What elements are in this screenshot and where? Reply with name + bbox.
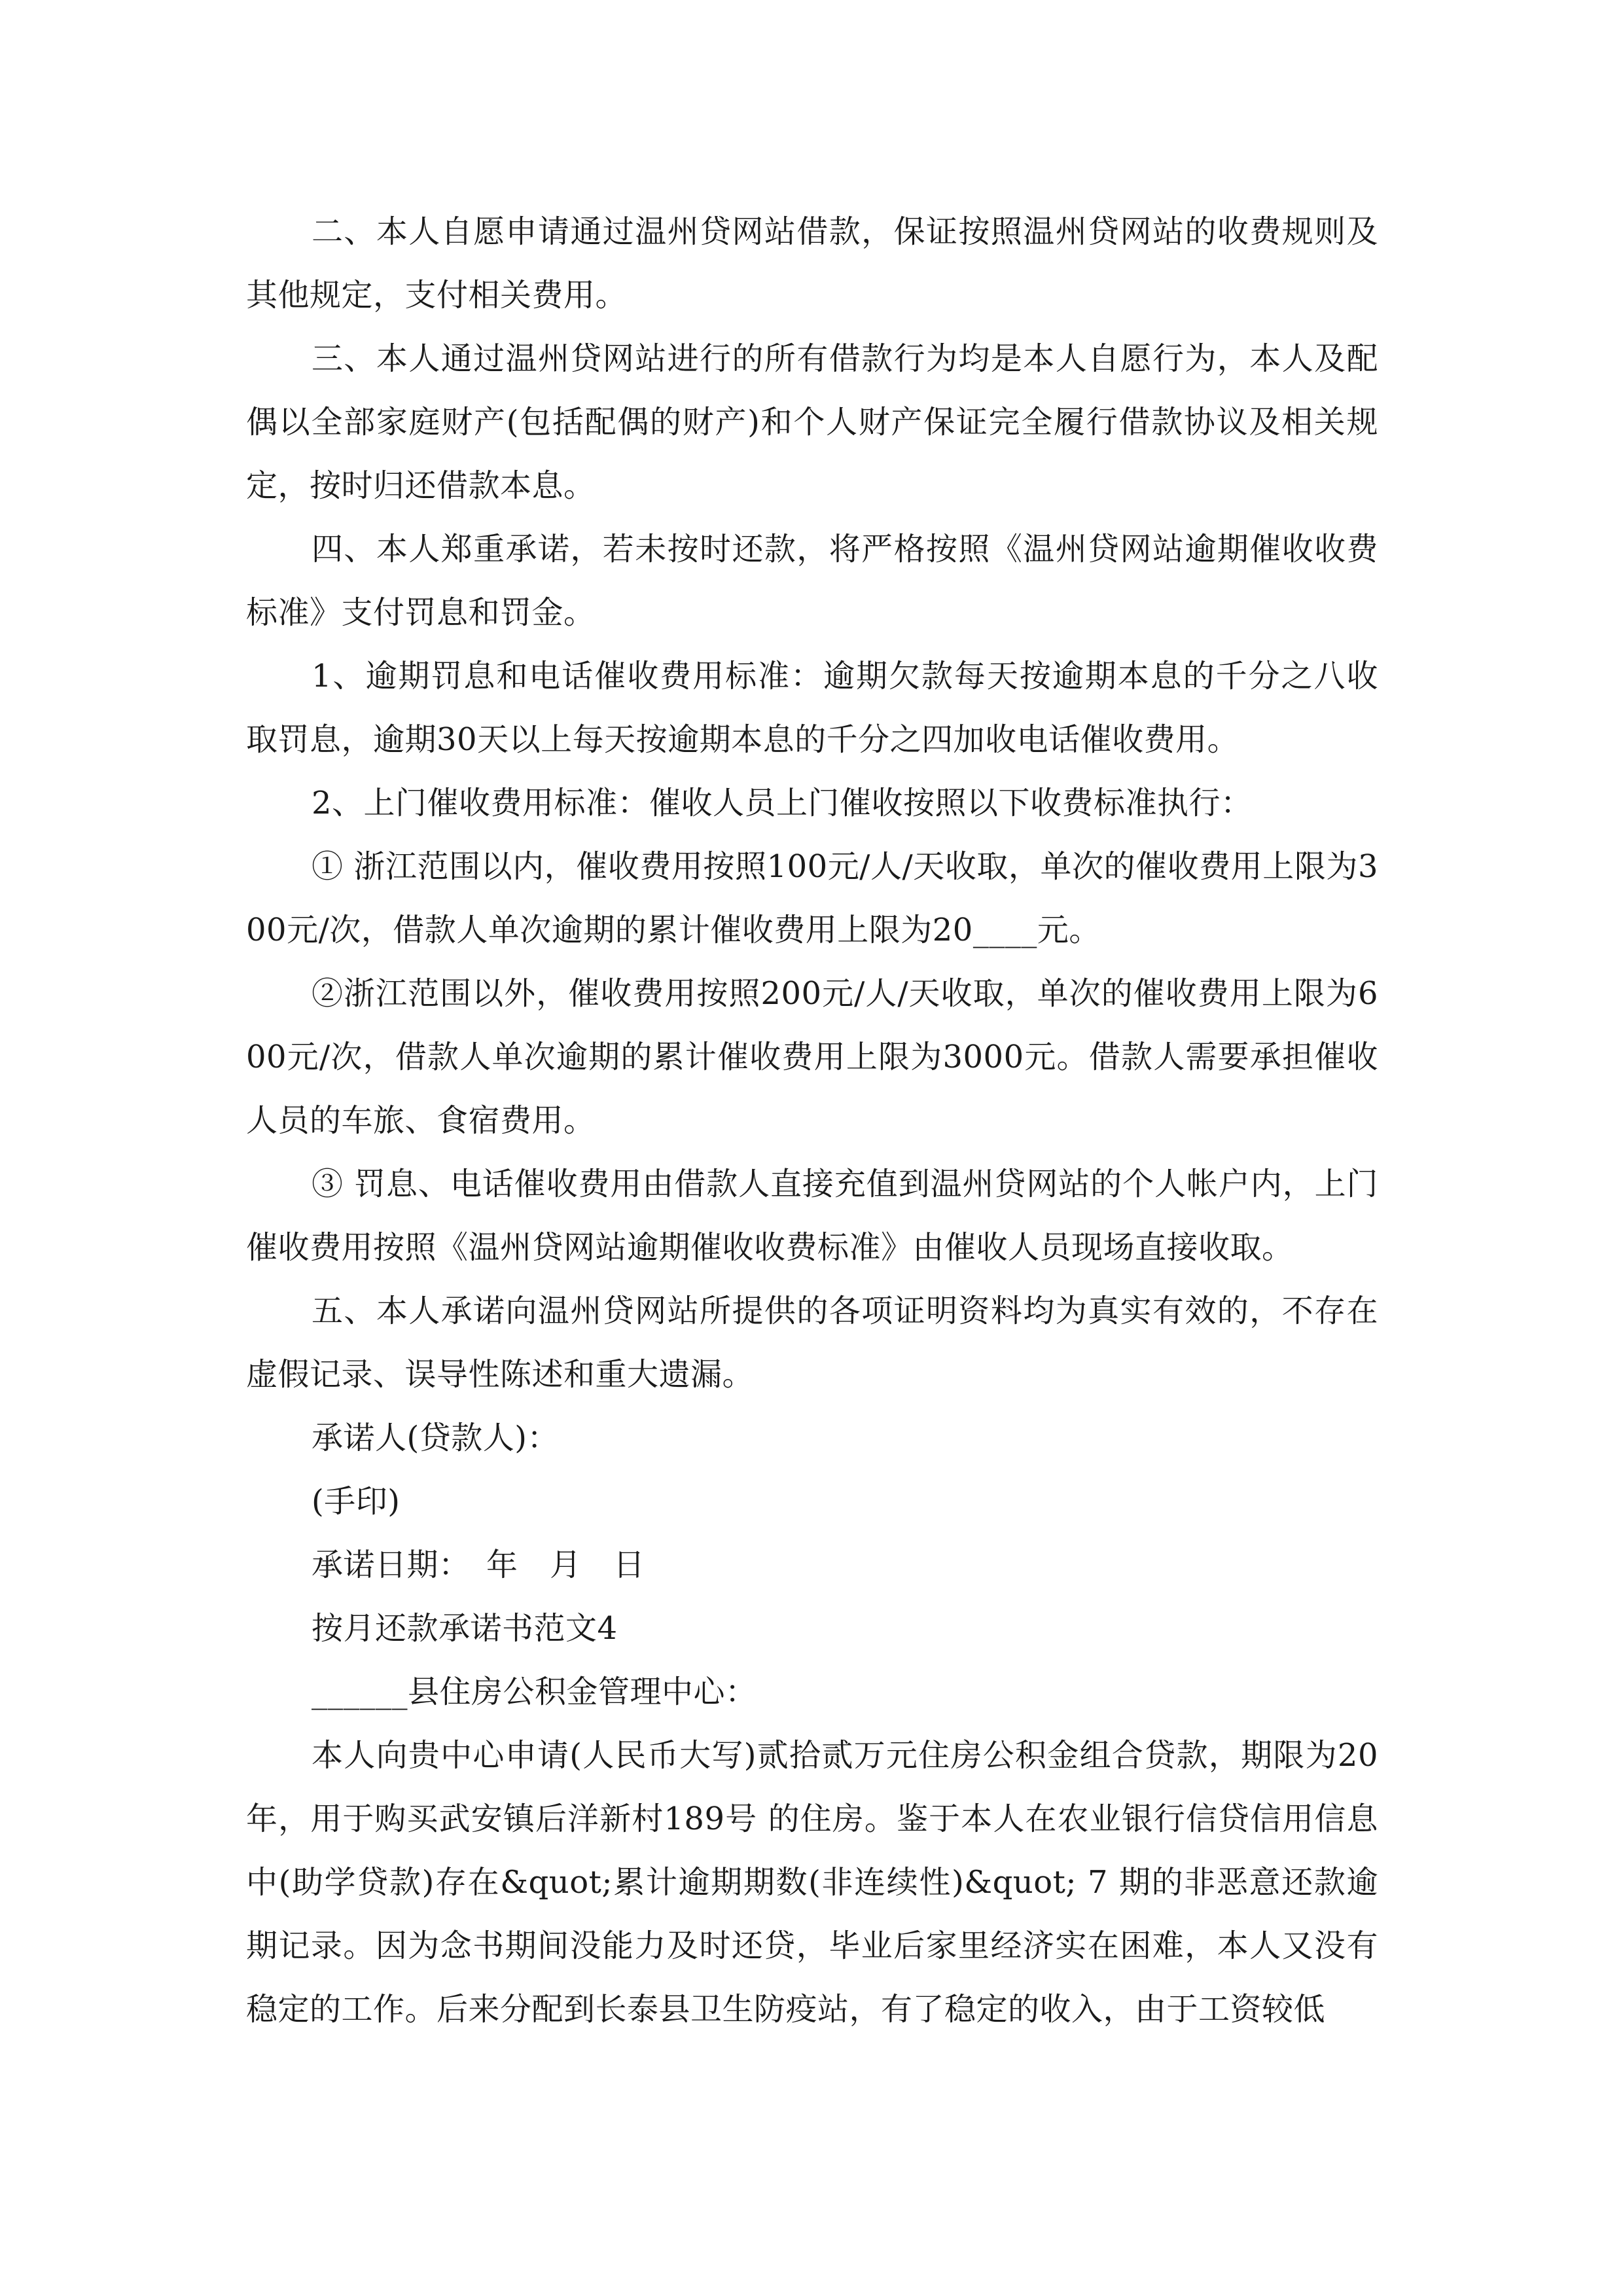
date-line: 承诺日期： 年 月 日 — [312, 1547, 645, 1583]
penalty-standard-1: 1、逾期罚息和电话催收费用标准：逾期欠款每天按逾期本息的千分之八收取罚息，逾期30天以上每天按逾期本息的千分之四加收电话催收费用。 — [246, 658, 1378, 758]
signer-line: 承诺人(贷款人)： — [312, 1420, 559, 1456]
collection-item-1: ① 浙江范围以内，催收费用按照100元/人/天收取，单次的催收费用上限为300元/次，借款人单次逾期的累计催收费用上限为20____元。 — [246, 848, 1378, 948]
fingerprint-line: (手印) — [312, 1483, 401, 1520]
paragraph-5: 五、本人承诺向温州贷网站所提供的各项证明资料均为真实有效的，不存在虚假记录、误导性陈述和重大遗漏。 — [246, 1293, 1378, 1393]
paragraph-3: 三、本人通过温州贷网站进行的所有借款行为均是本人自愿行为，本人及配偶以全部家庭财产(包括配偶的财产)和个人财产保证完全履行借款协议及相关规定，按时归还借款本息。 — [246, 340, 1378, 504]
addressee-line: ______县住房公积金管理中心： — [312, 1674, 757, 1710]
collection-item-2: ②浙江范围以外，催收费用按照200元/人/天收取，单次的催收费用上限为600元/次，借款人单次逾期的累计催收费用上限为3000元。借款人需要承担催收人员的车旅、食宿费用。 — [246, 975, 1378, 1139]
penalty-standard-2: 2、上门催收费用标准：催收人员上门催收按照以下收费标准执行： — [312, 785, 1253, 821]
document-body — [246, 200, 1378, 2041]
paragraph-4: 四、本人郑重承诺，若未按时还款，将严格按照《温州贷网站逾期催收收费标准》支付罚息和罚金。 — [246, 531, 1378, 631]
collection-item-3: ③ 罚息、电话催收费用由借款人直接充值到温州贷网站的个人帐户内，上门催收费用按照《温州贷网站逾期催收收费标准》由催收人员现场直接收取。 — [246, 1166, 1378, 1266]
body-paragraph: 本人向贵中心申请(人民币大写)贰拾贰万元住房公积金组合贷款，期限为20年，用于购买武安镇后洋新村189号 的住房。鉴于本人在农业银行信贷信用信息中(助学贷款)存在&quot;累计逾期期数(非连续性)&quot; 7 期的非恶意还款逾期记录。因为念书期间没能力及时还贷，毕业后家里经济实在困难，本人又没有稳定的工作。后来分配到长泰县卫生防疫站，有了稳定的收入，由于工资较低 — [246, 1737, 1378, 2028]
paragraph-2: 二、本人自愿申请通过温州贷网站借款，保证按照温州贷网站的收费规则及其他规定，支付相关费用。 — [246, 213, 1378, 314]
section-title: 按月还款承诺书范文4 — [312, 1610, 618, 1647]
